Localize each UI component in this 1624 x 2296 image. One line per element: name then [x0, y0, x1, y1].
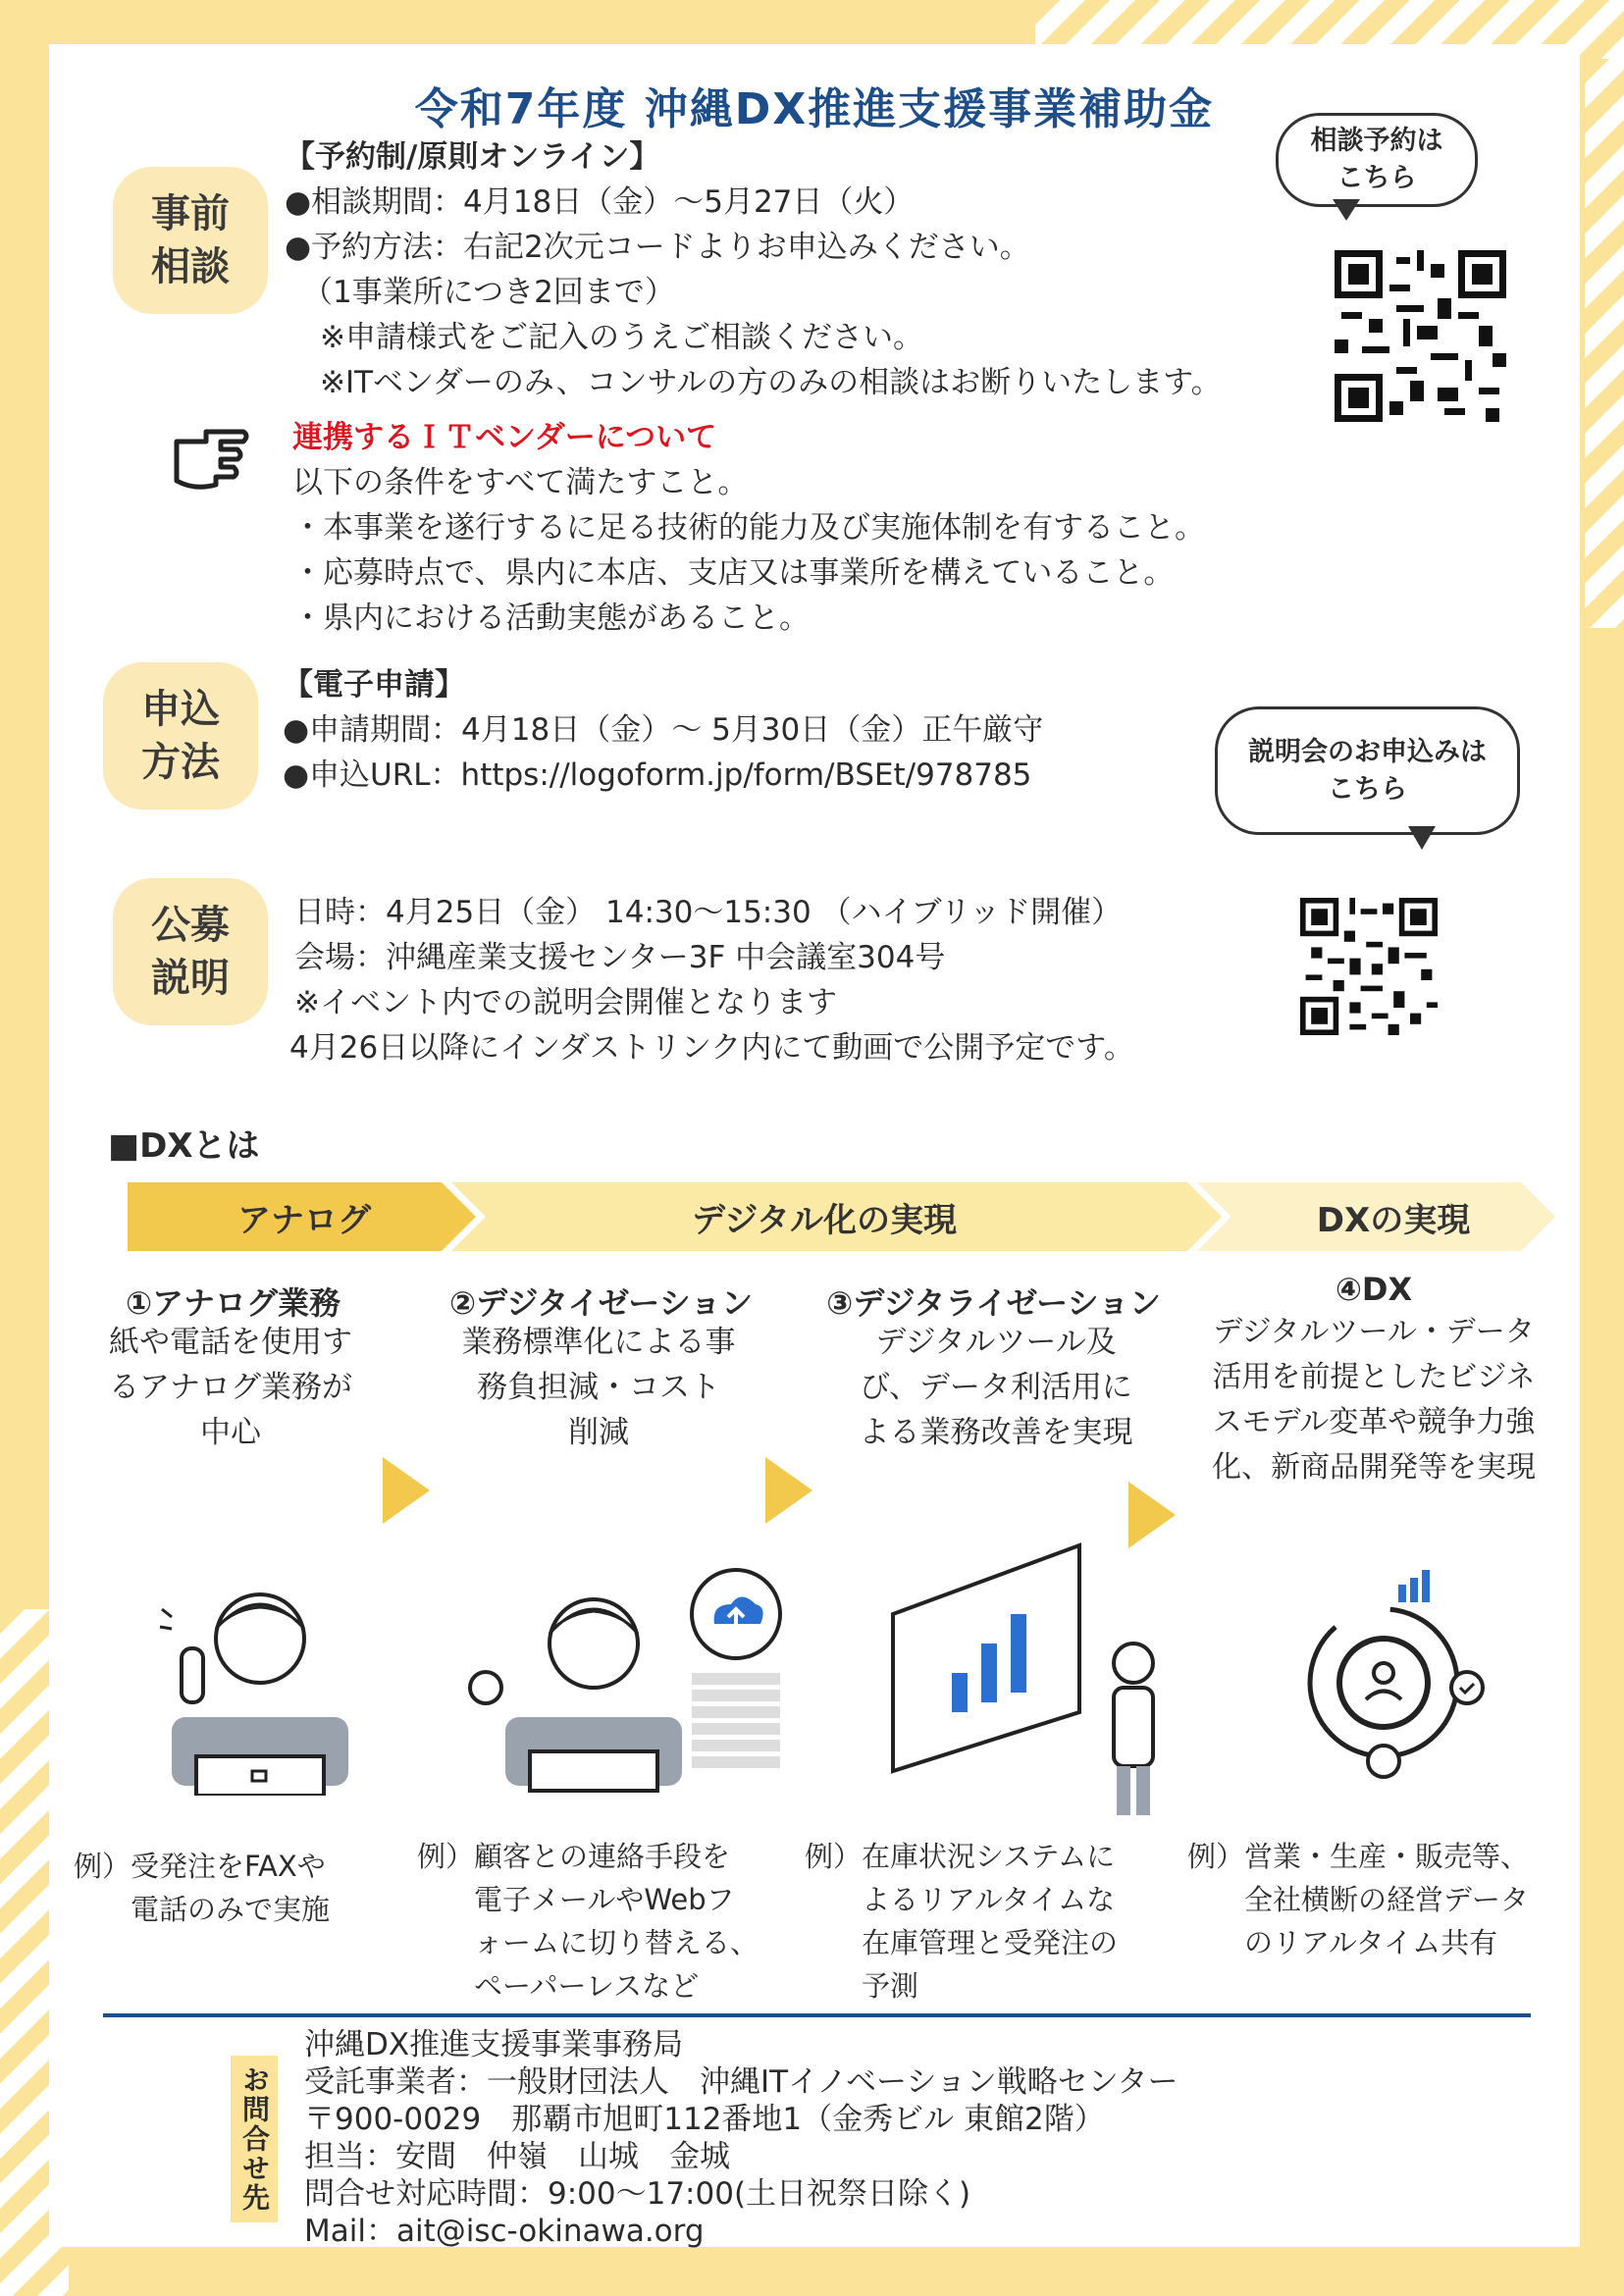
- vendor-line: 以下の条件をすべて満たすこと。: [292, 465, 749, 500]
- dx-example-line: 例）在庫状況システムに: [805, 1840, 1116, 1873]
- consult-line: （1事業所につき2回まで）: [302, 275, 675, 310]
- dx-col-desc: 業務標準化による事 務負担減・コスト 削減: [461, 1325, 736, 1450]
- apply-block: [283, 662, 1043, 798]
- dx-example-line: 例）受発注をFAXや: [74, 1850, 326, 1883]
- briefing-line: 会場：沖縄産業支援センター3F 中会議室304号: [294, 940, 946, 975]
- vendor-heading: 連携するＩＴベンダーについて: [292, 420, 717, 455]
- dx-example-line: 電話のみで実施: [74, 1893, 331, 1926]
- contact-line: 沖縄DX推進支援事業事務局: [304, 2027, 684, 2062]
- dx-bar-analog: アナログ: [237, 1200, 371, 1240]
- briefing-speech-bubble: 説明会のお申込みは こちら: [1215, 706, 1520, 835]
- dx-col-desc: デジタルツール及 び、データ利活用に よる業務改善を実現: [859, 1325, 1133, 1450]
- vendor-block: [292, 415, 1205, 641]
- apply-badge: 申込 方法: [103, 662, 258, 809]
- dx-gear-illustration: [1276, 1560, 1492, 1786]
- contact-line: 担当：安間 仲嶺 山城 金城: [304, 2139, 730, 2174]
- dx-example-line: のリアルタイム共有: [1187, 1926, 1498, 1959]
- dx-bar-digital: デジタル化の実現: [692, 1200, 957, 1240]
- dx-example: [74, 1845, 330, 1931]
- analog-worker-illustration: [142, 1570, 378, 1796]
- next-arrow-icon: [383, 1457, 430, 1524]
- digitization-worker-illustration: [461, 1560, 785, 1796]
- briefing-line: 4月26日以降にインダストリンク内にて動画で公開予定です。: [289, 1030, 1134, 1066]
- vendor-line: ・県内における活動実態があること。: [292, 600, 810, 636]
- contact-line: 受託事業者：一般財団法人 沖縄ITイノベーション戦略センター: [304, 2064, 1179, 2100]
- dx-example-line: 電子メールやWebフ: [417, 1883, 735, 1916]
- consult-line: ●相談期間：4月18日（金）～5月27日（火）: [285, 184, 915, 220]
- contact-divider: [103, 2013, 1531, 2017]
- next-arrow-icon: [765, 1457, 812, 1524]
- apply-url-link[interactable]: ●申込URL：https://logoform.jp/form/BSEt/978785: [283, 757, 1032, 793]
- dx-example-line: ォームに切り替える、: [417, 1926, 760, 1959]
- consult-line: ●予約方法：右記2次元コードよりお申込みください。: [285, 230, 1030, 265]
- vendor-line: ・応募時点で、県内に本店、支店又は事業所を構えていること。: [292, 555, 1175, 591]
- consult-speech-bubble: 相談予約は こちら: [1276, 113, 1478, 207]
- contact-email-link[interactable]: Mail：ait@isc-okinawa.org: [304, 2214, 705, 2249]
- dx-heading: ■DXとは: [108, 1126, 260, 1166]
- dx-example-line: 全社横断の経営データ: [1187, 1883, 1530, 1916]
- dx-example-line: 例）顧客との連絡手段を: [417, 1840, 731, 1873]
- dx-example: [805, 1835, 1118, 2008]
- briefing-qr-code[interactable]: [1300, 898, 1438, 1035]
- consult-line: ※ITベンダーのみ、コンサルの方のみの相談はお断りいたします。: [320, 365, 1222, 400]
- dx-example: [1187, 1835, 1529, 1964]
- contact-block: [304, 2026, 1179, 2250]
- dx-example-line: 予測: [805, 1969, 919, 2003]
- apply-line: ●申請期間：4月18日（金）～ 5月30日（金）正午厳守: [283, 712, 1044, 748]
- dx-col-title: ④DX: [1335, 1271, 1413, 1308]
- consult-qr-code[interactable]: [1335, 250, 1506, 422]
- dx-col-title: ③デジタライゼーション: [826, 1284, 1161, 1322]
- consult-badge: 事前 相談: [113, 167, 268, 314]
- briefing-line: ※イベント内での説明会開催となります: [294, 985, 837, 1020]
- stripe-decoration-right: [1585, 59, 1624, 628]
- bubble-tail: [1333, 199, 1360, 221]
- briefing-line: 日時：4月25日（金） 14:30～15:30 （ハイブリッド開催）: [294, 895, 1123, 930]
- dx-example: [417, 1835, 759, 2008]
- consult-block: [285, 134, 1222, 405]
- dx-example-line: よるリアルタイムな: [805, 1883, 1116, 1916]
- dx-col-title: ①アナログ業務: [125, 1284, 341, 1322]
- dx-bar-dx: DXの実現: [1316, 1200, 1471, 1240]
- dx-example-line: 例）営業・生産・販売等、: [1187, 1840, 1530, 1873]
- consult-line: 【予約制/原則オンライン】: [285, 139, 660, 175]
- dx-example-line: ペーパーレスなど: [417, 1969, 700, 2003]
- pointing-hand-icon: [167, 412, 250, 500]
- vendor-line: ・本事業を遂行するに足る技術的能力及び実施体制を有すること。: [292, 510, 1205, 546]
- page-title: 令和7年度 沖縄DX推進支援事業補助金: [414, 84, 1215, 134]
- digitalization-dashboard-illustration: [883, 1526, 1178, 1820]
- briefing-badge: 公募 説明: [113, 878, 268, 1025]
- apply-line: 【電子申請】: [283, 667, 465, 703]
- contact-line: 問合せ対応時間：9:00～17:00(土日祝祭日除く): [304, 2176, 971, 2212]
- dx-col-desc: 紙や電話を使用す るアナログ業務が 中心: [109, 1325, 352, 1450]
- consult-line: ※申請様式をご記入のうえご相談ください。: [320, 320, 923, 355]
- contact-tag: お問合せ先: [231, 2056, 278, 2222]
- bubble-tail: [1408, 826, 1436, 850]
- briefing-block: [289, 890, 1134, 1070]
- dx-example-line: 在庫管理と受発注の: [805, 1926, 1119, 1959]
- dx-col-desc: デジタルツール・データ 活用を前提としたビジネ スモデル変革や競争力強 化、新商品開発等を実現: [1212, 1315, 1536, 1485]
- dx-col-title: ②デジタイゼーション: [448, 1284, 753, 1322]
- contact-line: 〒900-0029 那覇市旭町112番地1（金秀ビル 東館2階）: [304, 2102, 1105, 2137]
- flyer-card: [49, 44, 1580, 2247]
